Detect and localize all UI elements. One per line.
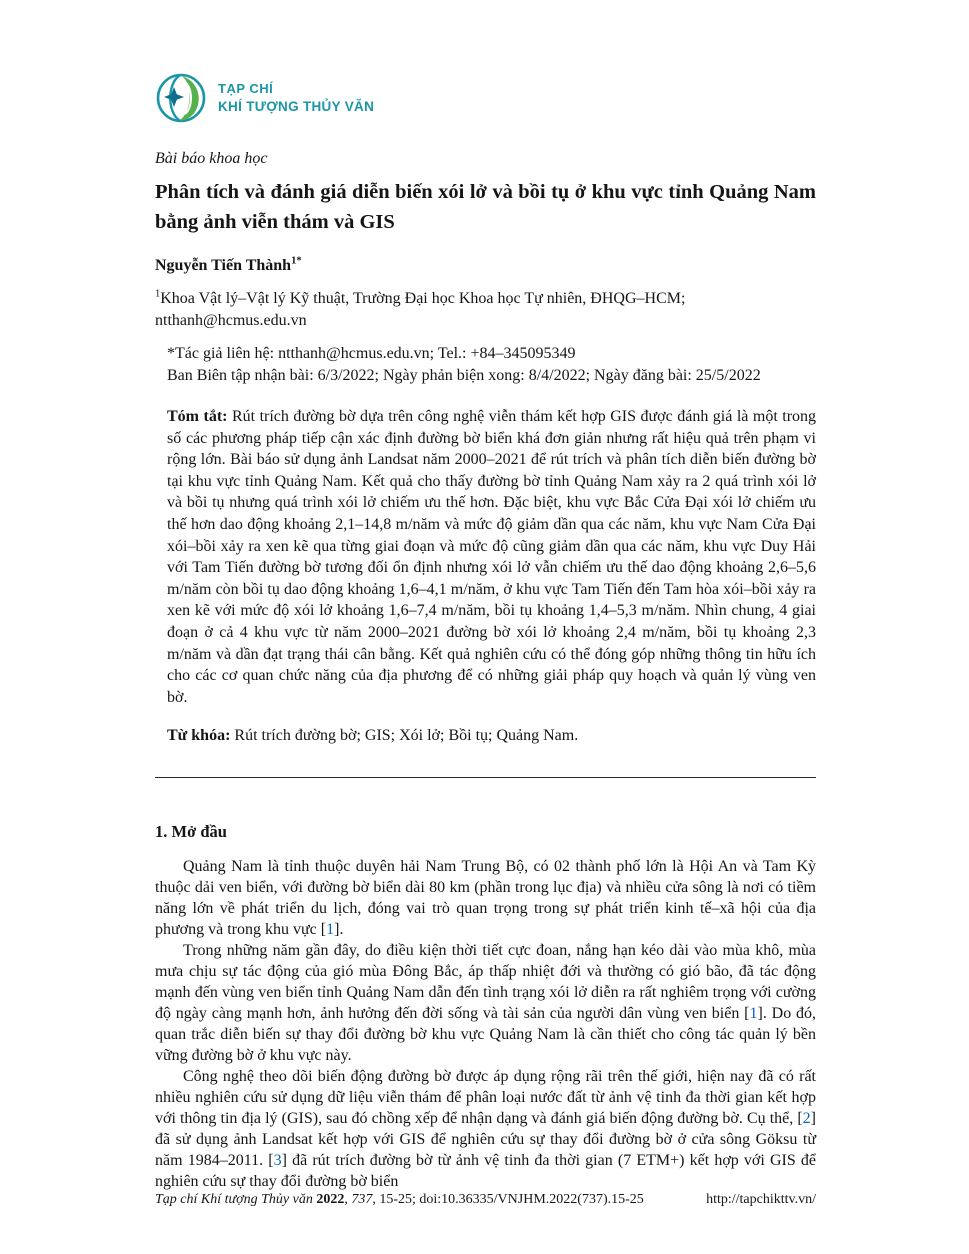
footer-year: 2022 (316, 1192, 345, 1207)
page-footer (155, 1192, 816, 1208)
journal-logo (155, 72, 816, 124)
journal-name-line2: KHÍ TƯỢNG THỦY VĂN (218, 98, 375, 114)
abstract-label: Tóm tắt: (167, 408, 228, 425)
paragraph-text: ]. (334, 920, 344, 938)
article-meta (155, 343, 816, 387)
journal-name-line1: TẠP CHÍ (218, 81, 274, 97)
author-name-text: Nguyễn Tiến Thành (155, 257, 292, 274)
affiliation-text: Khoa Vật lý–Vật lý Kỹ thuật, Trường Đại học Khoa học Tự nhiên, ĐHQG–HCM; ntthanh@hcmus.edu.vn (155, 290, 686, 329)
keywords-block (155, 725, 816, 747)
page-content (155, 0, 816, 1192)
article-type-label: Bài báo khoa học (155, 150, 268, 167)
correspondence-note: *Tác giả liên hệ: ntthanh@hcmus.edu.vn; Tel.: +84–345095349 (167, 345, 576, 362)
introduction-text (155, 856, 816, 1192)
section-heading-intro: 1. Mở đầu (155, 821, 227, 841)
citation-ref[interactable]: 3 (273, 1151, 282, 1169)
keywords-text: Rút trích đường bờ; GIS; Xói lở; Bồi tụ; Quảng Nam. (234, 727, 579, 745)
abstract-text: Rút trích đường bờ dựa trên công nghệ viễn thám kết hợp GIS được đánh giá là một trong số các phương pháp tiếp cận xác định đường bờ biển khá đơn giản nhưng rất hiệu quả trên phạm vi rộng lớn. Bài báo sử dụng ảnh Landsat năm 2000–2021 để rút trích và phân tích diễn biến đường bờ tại khu vực tỉnh Quảng Nam. Kết quả cho thấy đường bờ tỉnh Quảng Nam xảy ra 2 quá trình xói lở và bồi tụ nhưng quá trình xói lở chiếm ưu thế hơn. Đặc biệt, khu vực Bắc Cửa Đại xói lở chiếm ưu thế hơn dao động khoảng 2,1–14,8 m/năm và mức độ giảm dần qua các năm, khu vực Nam Cửa Đại xói–bồi xảy ra xen kẽ qua từng giai đoạn và mức độ cũng giảm dần qua các năm, khu vực Duy Hải với Tam Tiến đường bờ tương đối ổn định nhưng xói lở vẫn chiếm ưu thế dao động khoảng 2,6–5,6 m/năm còn bồi tụ dao động khoảng 1,6–4,1 m/năm, ở khu vực Tam Tiến đến Tam hòa xói–bồi xảy ra xen kẽ với mức độ xói lở khoảng 1,6–7,4 m/năm, bồi tụ khoảng 1,4–5,3 m/năm. Nhìn chung, 4 giai đoạn ở cả 4 khu vực từ năm 2000–2021 đường bờ xói lở khoảng 2,4 m/năm, bồi tụ khoảng 2,3 m/năm và dần đạt trạng thái cân bằng. Kết quả nghiên cứu có thể đóng góp những thông tin hữu ích cho các cơ quan chức năng của địa phương để có những giải pháp quy hoạch và quản lý vùng ven bờ. (167, 408, 817, 706)
submission-dates: Ban Biên tập nhận bài: 6/3/2022; Ngày phản biện xong: 8/4/2022; Ngày đăng bài: 25/5/2022 (167, 367, 761, 384)
page-title: Phân tích và đánh giá diễn biến xói lở và bồi tụ ở khu vực tỉnh Quảng Nam bằng ảnh viễn thám và GIS (155, 181, 816, 233)
citation-ref[interactable]: 1 (326, 920, 335, 938)
footer-url[interactable]: http://tapchikttv.vn/ (706, 1192, 816, 1207)
footer-journal-name: Tạp chí Khí tượng Thủy văn (155, 1192, 313, 1207)
paragraph (155, 1066, 816, 1192)
globe-icon (155, 72, 207, 124)
paragraph-text: ] đã sử dụng ảnh Landsat kết hợp với GIS để nghiên cứu sự thay đổi đường bờ ở cửa sông Göksu từ năm 1984–2011. [ (155, 1109, 816, 1169)
footer-issue: 737 (351, 1192, 373, 1207)
affiliation-superscript: 1 (155, 288, 161, 300)
paragraph-text: Trong những năm gần đây, do điều kiện thời tiết cực đoan, nắng hạn kéo dài vào mùa khô, mùa mưa chịu sự tác động của gió mùa Đông Bắc, áp thấp nhiệt đới và thường có gió bão, đã tác động mạnh đến vùng ven biển tỉnh Quảng Nam dẫn đến tình trạng xói lở diễn ra rất nghiêm trọng với cường độ ngày càng mạnh hơn, ảnh hưởng đến đời sống và tài sản của người dân vùng ven biển [ (155, 941, 816, 1022)
journal-name (218, 80, 374, 116)
paragraph (155, 856, 816, 940)
citation-ref[interactable]: 1 (749, 1004, 758, 1022)
paragraph-text: ] đã rút trích đường bờ từ ảnh vệ tinh đa thời gian (7 ETM+) kết hợp với GIS để nghiên cứu sự thay đổi đường bờ biển (155, 1151, 817, 1190)
paragraph-text: ]. Do đó, quan trắc diễn biến sự thay đổi đường bờ khu vực Quảng Nam là cần thiết cho công tác quản lý bền vững đường bờ ở khu vực này. (155, 1004, 817, 1064)
author-superscript: 1* (291, 255, 302, 267)
keywords-label: Từ khóa: (167, 727, 231, 745)
abstract-block (155, 406, 816, 708)
paragraph-text: Quảng Nam là tỉnh thuộc duyên hải Nam Trung Bộ, có 02 thành phố lớn là Hội An và Tam Kỳ thuộc dải ven biển, với đường bờ biển dài 80 km (phần trong lục địa) và nhiều cửa sông là nơi có tiềm năng lớn về phát triển du lịch, đóng vai trò quan trọng trong sự phát triển kinh tế–xã hội của địa phương và trong khu vực [ (155, 857, 816, 938)
paragraph-text: Công nghệ theo dõi biến động đường bờ được áp dụng rộng rãi trên thế giới, hiện nay đã có rất nhiều nghiên cứu sử dụng dữ liệu viễn thám để phân loại nước đất từ ảnh vệ tinh đa thời gian kết hợp với thông tin địa lý (GIS), sau đó chồng xếp để nhận dạng và đánh giá biến động đường bờ. Cụ thể, [ (155, 1067, 816, 1127)
author-affiliation (155, 288, 816, 332)
footer-separator: , (344, 1192, 348, 1207)
paragraph (155, 940, 816, 1066)
footer-citation (155, 1192, 644, 1208)
author-name (155, 257, 816, 275)
footer-pages-doi: , 15-25; doi:10.36335/VNJHM.2022(737).15-25 (372, 1192, 644, 1207)
citation-ref[interactable]: 2 (802, 1109, 811, 1127)
section-divider (155, 777, 816, 778)
